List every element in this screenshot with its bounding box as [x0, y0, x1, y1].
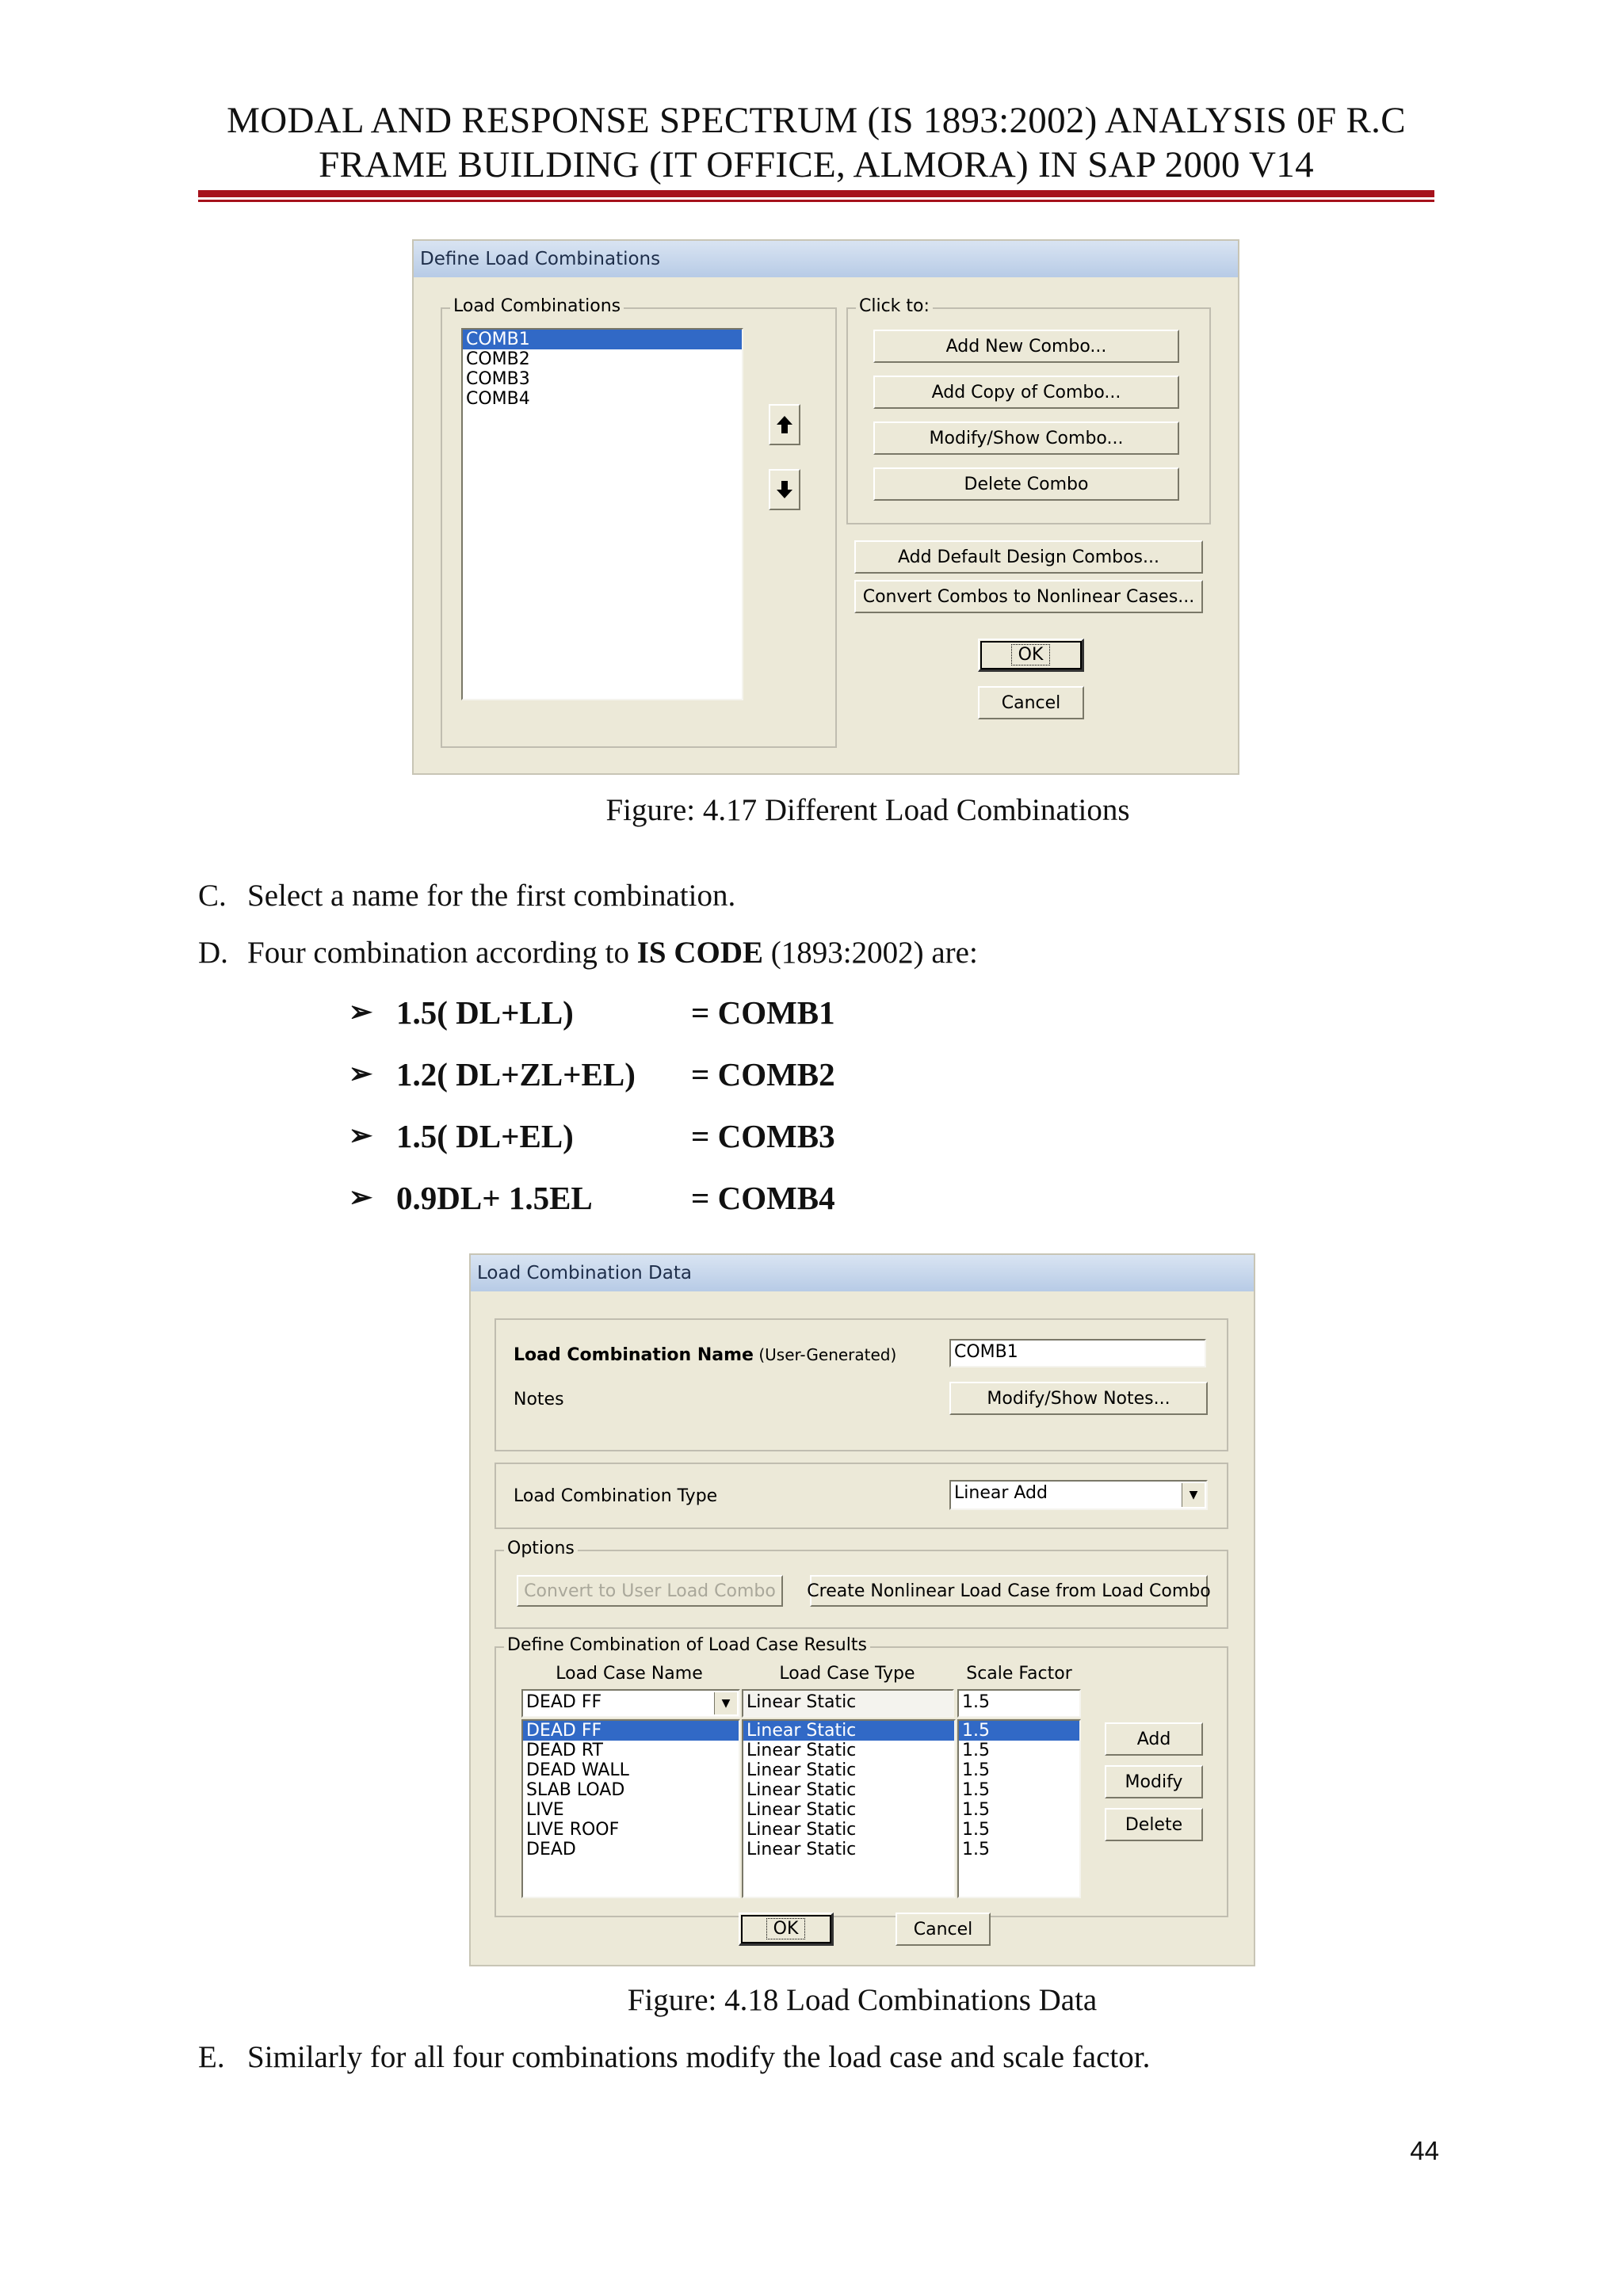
case-type-field: Linear Static [742, 1689, 954, 1718]
load-combination-data-dialog [469, 1253, 1255, 1966]
step-e-text: Similarly for all four combinations modify the load case and scale factor. [247, 2040, 1151, 2074]
step-c-text: Select a name for the first combination. [247, 879, 736, 913]
combination-bullet [349, 994, 951, 1035]
combination-name: = COMB1 [691, 994, 835, 1031]
scale-factor-item[interactable]: 1.5 [962, 1840, 990, 1859]
dialog2-ok-button[interactable] [739, 1913, 834, 1946]
define-combination-group-label: Define Combination of Load Case Results [504, 1635, 870, 1656]
convert-to-user-combo-button[interactable]: Convert to User Load Combo [517, 1575, 783, 1607]
combination-formula: 1.2( DL+ZL+EL) [396, 1056, 636, 1093]
case-name-item[interactable]: DEAD WALL [526, 1760, 629, 1780]
step-d-text-post: (1893:2002) are: [763, 936, 978, 970]
add-default-design-combos-button[interactable]: Add Default Design Combos... [854, 540, 1203, 574]
combo-name-input[interactable]: COMB1 [949, 1339, 1206, 1367]
combination-bullet [349, 1055, 951, 1097]
delete-button[interactable]: Delete [1105, 1808, 1203, 1841]
scale-factor-list[interactable] [957, 1719, 1081, 1898]
figure-caption-4-17: Figure: 4.17 Different Load Combinations [605, 793, 1130, 827]
case-type-item[interactable]: Linear Static [743, 1721, 954, 1741]
case-name-select-value: DEAD FF [526, 1692, 602, 1712]
header-line-2: FRAME BUILDING (IT OFFICE, ALMORA) IN SAP 2000 V14 [319, 144, 1314, 185]
scale-factor-item[interactable]: 1.5 [962, 1780, 990, 1800]
combo-list-item[interactable]: COMB4 [466, 389, 530, 409]
case-type-item[interactable]: Linear Static [747, 1760, 857, 1780]
arrow-up-icon [776, 414, 793, 435]
figure-caption-4-18: Figure: 4.18 Load Combinations Data [627, 1983, 1098, 2017]
combo-list-item[interactable]: COMB1 [463, 330, 742, 349]
combination-name: = COMB4 [691, 1180, 835, 1216]
ok-button[interactable] [978, 639, 1084, 672]
chevron-down-icon: ▼ [714, 1692, 737, 1714]
add-copy-of-combo-button[interactable]: Add Copy of Combo... [873, 376, 1179, 409]
dialog2-ok-label: OK [766, 1918, 806, 1939]
add-button[interactable]: Add [1105, 1722, 1203, 1756]
options-group-label: Options [504, 1539, 578, 1559]
combination-bullet [349, 1117, 951, 1158]
step-c-label: C. [198, 879, 227, 913]
combo-type-select[interactable] [949, 1480, 1208, 1510]
header-rule-thin [198, 200, 1434, 202]
create-nonlinear-case-button[interactable]: Create Nonlinear Load Case from Load Combo [810, 1575, 1208, 1607]
define-load-combinations-dialog [412, 239, 1239, 775]
dialog-title: Define Load Combinations [414, 241, 1238, 277]
case-type-item[interactable]: Linear Static [747, 1820, 857, 1840]
add-new-combo-button[interactable]: Add New Combo... [873, 330, 1179, 363]
step-d-text-pre: Four combination according to [247, 936, 637, 970]
step-e-label: E. [198, 2040, 225, 2074]
move-down-button[interactable] [769, 469, 800, 510]
combo-name-label [514, 1345, 896, 1365]
step-c [198, 878, 735, 913]
case-type-item[interactable]: Linear Static [747, 1780, 857, 1800]
modify-button[interactable]: Modify [1105, 1765, 1203, 1798]
click-to-group-label: Click to: [856, 296, 933, 317]
combination-formula: 0.9DL+ 1.5EL [396, 1180, 593, 1216]
arrow-bullet-icon: ➢ [349, 996, 373, 1028]
arrow-down-icon [776, 479, 793, 500]
case-type-item[interactable]: Linear Static [747, 1741, 857, 1760]
combo-type-label: Load Combination Type [514, 1486, 718, 1506]
combo-list-item[interactable]: COMB3 [466, 369, 530, 389]
notes-label: Notes [514, 1390, 564, 1409]
move-up-button[interactable] [769, 404, 800, 445]
combination-formula: 1.5( DL+EL) [396, 1118, 574, 1154]
step-d-label: D. [198, 936, 228, 970]
arrow-bullet-icon: ➢ [349, 1058, 373, 1089]
case-type-item[interactable]: Linear Static [747, 1800, 857, 1820]
combo-type-value: Linear Add [954, 1483, 1048, 1503]
scale-factor-item[interactable]: 1.5 [959, 1721, 1079, 1741]
col-header-case-name: Load Case Name [556, 1664, 703, 1684]
arrow-bullet-icon: ➢ [349, 1119, 373, 1151]
step-e [198, 2039, 1150, 2075]
combination-name: = COMB3 [691, 1118, 835, 1154]
combo-list-item[interactable]: COMB2 [466, 349, 530, 369]
col-header-scale-factor: Scale Factor [966, 1664, 1072, 1684]
chevron-down-icon: ▼ [1182, 1483, 1205, 1507]
step-d [198, 935, 978, 971]
case-name-item[interactable]: DEAD FF [523, 1721, 739, 1741]
case-name-item[interactable]: DEAD [526, 1840, 576, 1859]
col-header-case-type: Load Case Type [779, 1664, 915, 1684]
dialog2-cancel-button[interactable]: Cancel [896, 1913, 991, 1946]
case-name-item[interactable]: SLAB LOAD [526, 1780, 625, 1800]
page-number: 44 [1410, 2136, 1439, 2165]
scale-factor-item[interactable]: 1.5 [962, 1800, 990, 1820]
case-name-select[interactable] [521, 1689, 740, 1718]
scale-factor-input[interactable]: 1.5 [957, 1689, 1081, 1718]
modify-show-combo-button[interactable]: Modify/Show Combo... [873, 421, 1179, 455]
arrow-bullet-icon: ➢ [349, 1181, 373, 1213]
combinations-listbox[interactable] [461, 328, 743, 700]
case-name-item[interactable]: DEAD RT [526, 1741, 603, 1760]
scale-factor-item[interactable]: 1.5 [962, 1820, 990, 1840]
scale-factor-item[interactable]: 1.5 [962, 1741, 990, 1760]
scale-factor-item[interactable]: 1.5 [962, 1760, 990, 1780]
combination-bullet [349, 1179, 951, 1220]
header-line-1: MODAL AND RESPONSE SPECTRUM (IS 1893:2002) ANALYSIS 0F R.C [227, 100, 1406, 141]
convert-combos-to-nonlinear-button[interactable]: Convert Combos to Nonlinear Cases... [854, 580, 1203, 613]
case-type-list[interactable] [742, 1719, 956, 1898]
case-name-item[interactable]: LIVE ROOF [526, 1820, 620, 1840]
combination-formula: 1.5( DL+LL) [396, 994, 574, 1031]
case-type-item[interactable]: Linear Static [747, 1840, 857, 1859]
combo-name-label-bold: Load Combination Name [514, 1345, 754, 1365]
combination-name: = COMB2 [691, 1056, 835, 1093]
delete-combo-button[interactable]: Delete Combo [873, 467, 1179, 501]
cancel-button[interactable]: Cancel [978, 686, 1084, 719]
modify-show-notes-button[interactable]: Modify/Show Notes... [949, 1382, 1208, 1415]
step-d-text-bold: IS CODE [636, 936, 764, 970]
dialog2-title: Load Combination Data [471, 1255, 1254, 1291]
combo-name-label-suffix: (User-Generated) [753, 1345, 897, 1364]
case-name-list[interactable] [521, 1719, 740, 1898]
ok-button-label: OK [1011, 644, 1051, 666]
load-combinations-group-label: Load Combinations [450, 296, 624, 317]
case-name-item[interactable]: LIVE [526, 1800, 564, 1820]
header-rule [198, 190, 1434, 197]
